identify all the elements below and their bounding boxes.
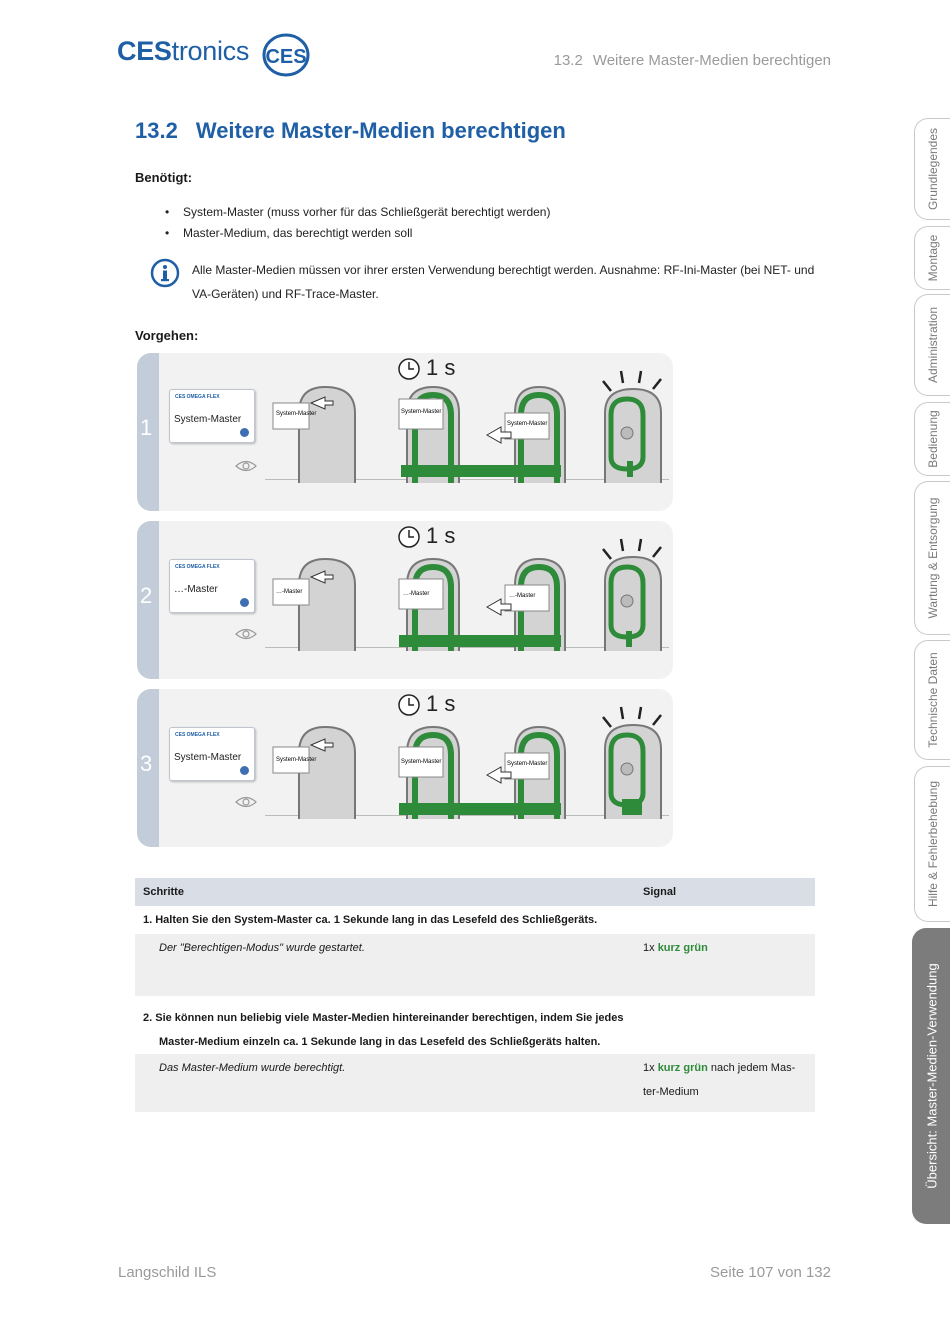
svg-text:…-Master: …-Master: [509, 593, 536, 599]
ces-logo-icon: [262, 33, 310, 77]
step-number: 3: [140, 751, 153, 776]
table-row: [135, 906, 815, 934]
svg-text:System-Master: System-Master: [276, 411, 317, 417]
svg-text:…-Master: …-Master: [403, 591, 430, 597]
clock-icon: [397, 357, 421, 381]
step-instruction-cont: Master-Medium einzeln ca. 1 Sekunde lang in das Lesefeld des Schließgeräts halten.: [159, 1036, 601, 1048]
step-number: 1: [140, 415, 153, 440]
procedure-heading: Vorgehen:: [135, 328, 199, 343]
signal-cell: 1x kurz grün: [643, 942, 708, 954]
lock-reader-icon: [597, 537, 669, 651]
table-row: [135, 996, 815, 1054]
lock-reader-icon: [597, 369, 669, 483]
signal-flash-bar: [627, 461, 633, 477]
signal-flash-bar: [622, 799, 642, 815]
tab-bedienung[interactable]: Bedienung: [914, 402, 950, 476]
master-card: CES OMEGA FLEX System-Master: [169, 389, 255, 443]
tab-technische-daten[interactable]: Technische Daten: [914, 640, 950, 760]
tab-montage[interactable]: Montage: [914, 226, 950, 290]
svg-text:…-Master: …-Master: [276, 589, 303, 595]
table-row: [135, 934, 815, 996]
clock-icon: [397, 525, 421, 549]
tab-hilfe-fehlerbehebung[interactable]: Hilfe & Fehlerbehebung: [914, 766, 950, 922]
master-card: CES OMEGA FLEX System-Master: [169, 727, 255, 781]
list-item: • Master-Medium, das berechtigt werden soll: [165, 223, 550, 244]
column-header-steps: Schritte: [143, 886, 184, 898]
signal-duration-bar: [401, 465, 561, 477]
running-head: 13.2 Weitere Master-Medien berechtigen: [553, 52, 831, 69]
step-result: Der "Berechtigen-Modus" wurde gestartet.: [159, 942, 365, 954]
lock-reader-icon: [267, 723, 363, 819]
eye-icon: [235, 459, 257, 473]
brand-logo-text: CEStronics: [117, 36, 250, 66]
svg-text:System-Master: System-Master: [401, 409, 442, 415]
svg-text:System-Master: System-Master: [401, 759, 442, 765]
table-row: [135, 1054, 815, 1112]
step-instruction: 1. Halten Sie den System-Master ca. 1 Sekunde lang in das Lesefeld des Schließgeräts.: [143, 914, 598, 926]
column-header-signal: Signal: [643, 886, 677, 898]
procedure-panel-2: [137, 521, 673, 679]
info-note: Alle Master-Medien müssen vor ihrer ersten Verwendung berechtigt werden. Ausnahme: RF-Ini-Master (bei NET- und VA-Geräten) und RF-Trace-Master.: [192, 263, 815, 301]
eye-icon: [235, 627, 257, 641]
tab-uebersicht-master-medien[interactable]: Übersicht: Master-Medien-Verwendung: [912, 928, 950, 1224]
info-icon: [150, 258, 180, 288]
needed-list: [165, 202, 550, 244]
signal-duration-bar: [399, 635, 561, 647]
signal-duration-bar: [399, 803, 561, 815]
lock-reader-icon: [267, 555, 363, 651]
footer-page-number: Seite 107 von 132: [710, 1264, 831, 1281]
svg-text:CES: CES: [265, 46, 307, 68]
clock-icon: [397, 693, 421, 717]
timer-label: 1 s: [426, 691, 456, 716]
signal-cell: 1x kurz grün nach jedem Mas-: [643, 1062, 796, 1074]
lock-reader-icon: [267, 383, 363, 483]
tab-administration[interactable]: Administration: [914, 294, 950, 396]
list-item: • System-Master (muss vorher für das Schließgerät berechtigt werden): [165, 202, 550, 223]
tab-wartung-entsorgung[interactable]: Wartung & Entsorgung: [914, 481, 950, 635]
svg-text:System-Master: System-Master: [507, 421, 548, 427]
footer-doc-title: Langschild ILS: [118, 1264, 217, 1281]
tab-grundlegendes[interactable]: Grundlegendes: [914, 118, 950, 220]
svg-text:System-Master: System-Master: [276, 757, 317, 763]
signal-cell-cont: ter-Medium: [643, 1086, 699, 1098]
eye-icon: [235, 795, 257, 809]
step-instruction: 2. Sie können nun beliebig viele Master-Medien hintereinander berechtigen, indem Sie jedes: [143, 1012, 624, 1024]
svg-text:System-Master: System-Master: [507, 761, 548, 767]
step-number: 2: [140, 583, 153, 608]
master-card: CES OMEGA FLEX …-Master: [169, 559, 255, 613]
section-title: 13.2 Weitere Master-Medien berechtigen: [135, 118, 566, 143]
timer-label: 1 s: [426, 523, 456, 548]
steps-table: [135, 878, 815, 1112]
procedure-panel-3: [137, 689, 673, 847]
timer-label: 1 s: [426, 355, 456, 380]
signal-flash-bar: [626, 631, 632, 647]
procedure-panel-1: [137, 353, 673, 511]
needed-heading: Benötigt:: [135, 170, 193, 185]
step-result: Das Master-Medium wurde berechtigt.: [159, 1062, 346, 1074]
table-header: [135, 878, 815, 906]
